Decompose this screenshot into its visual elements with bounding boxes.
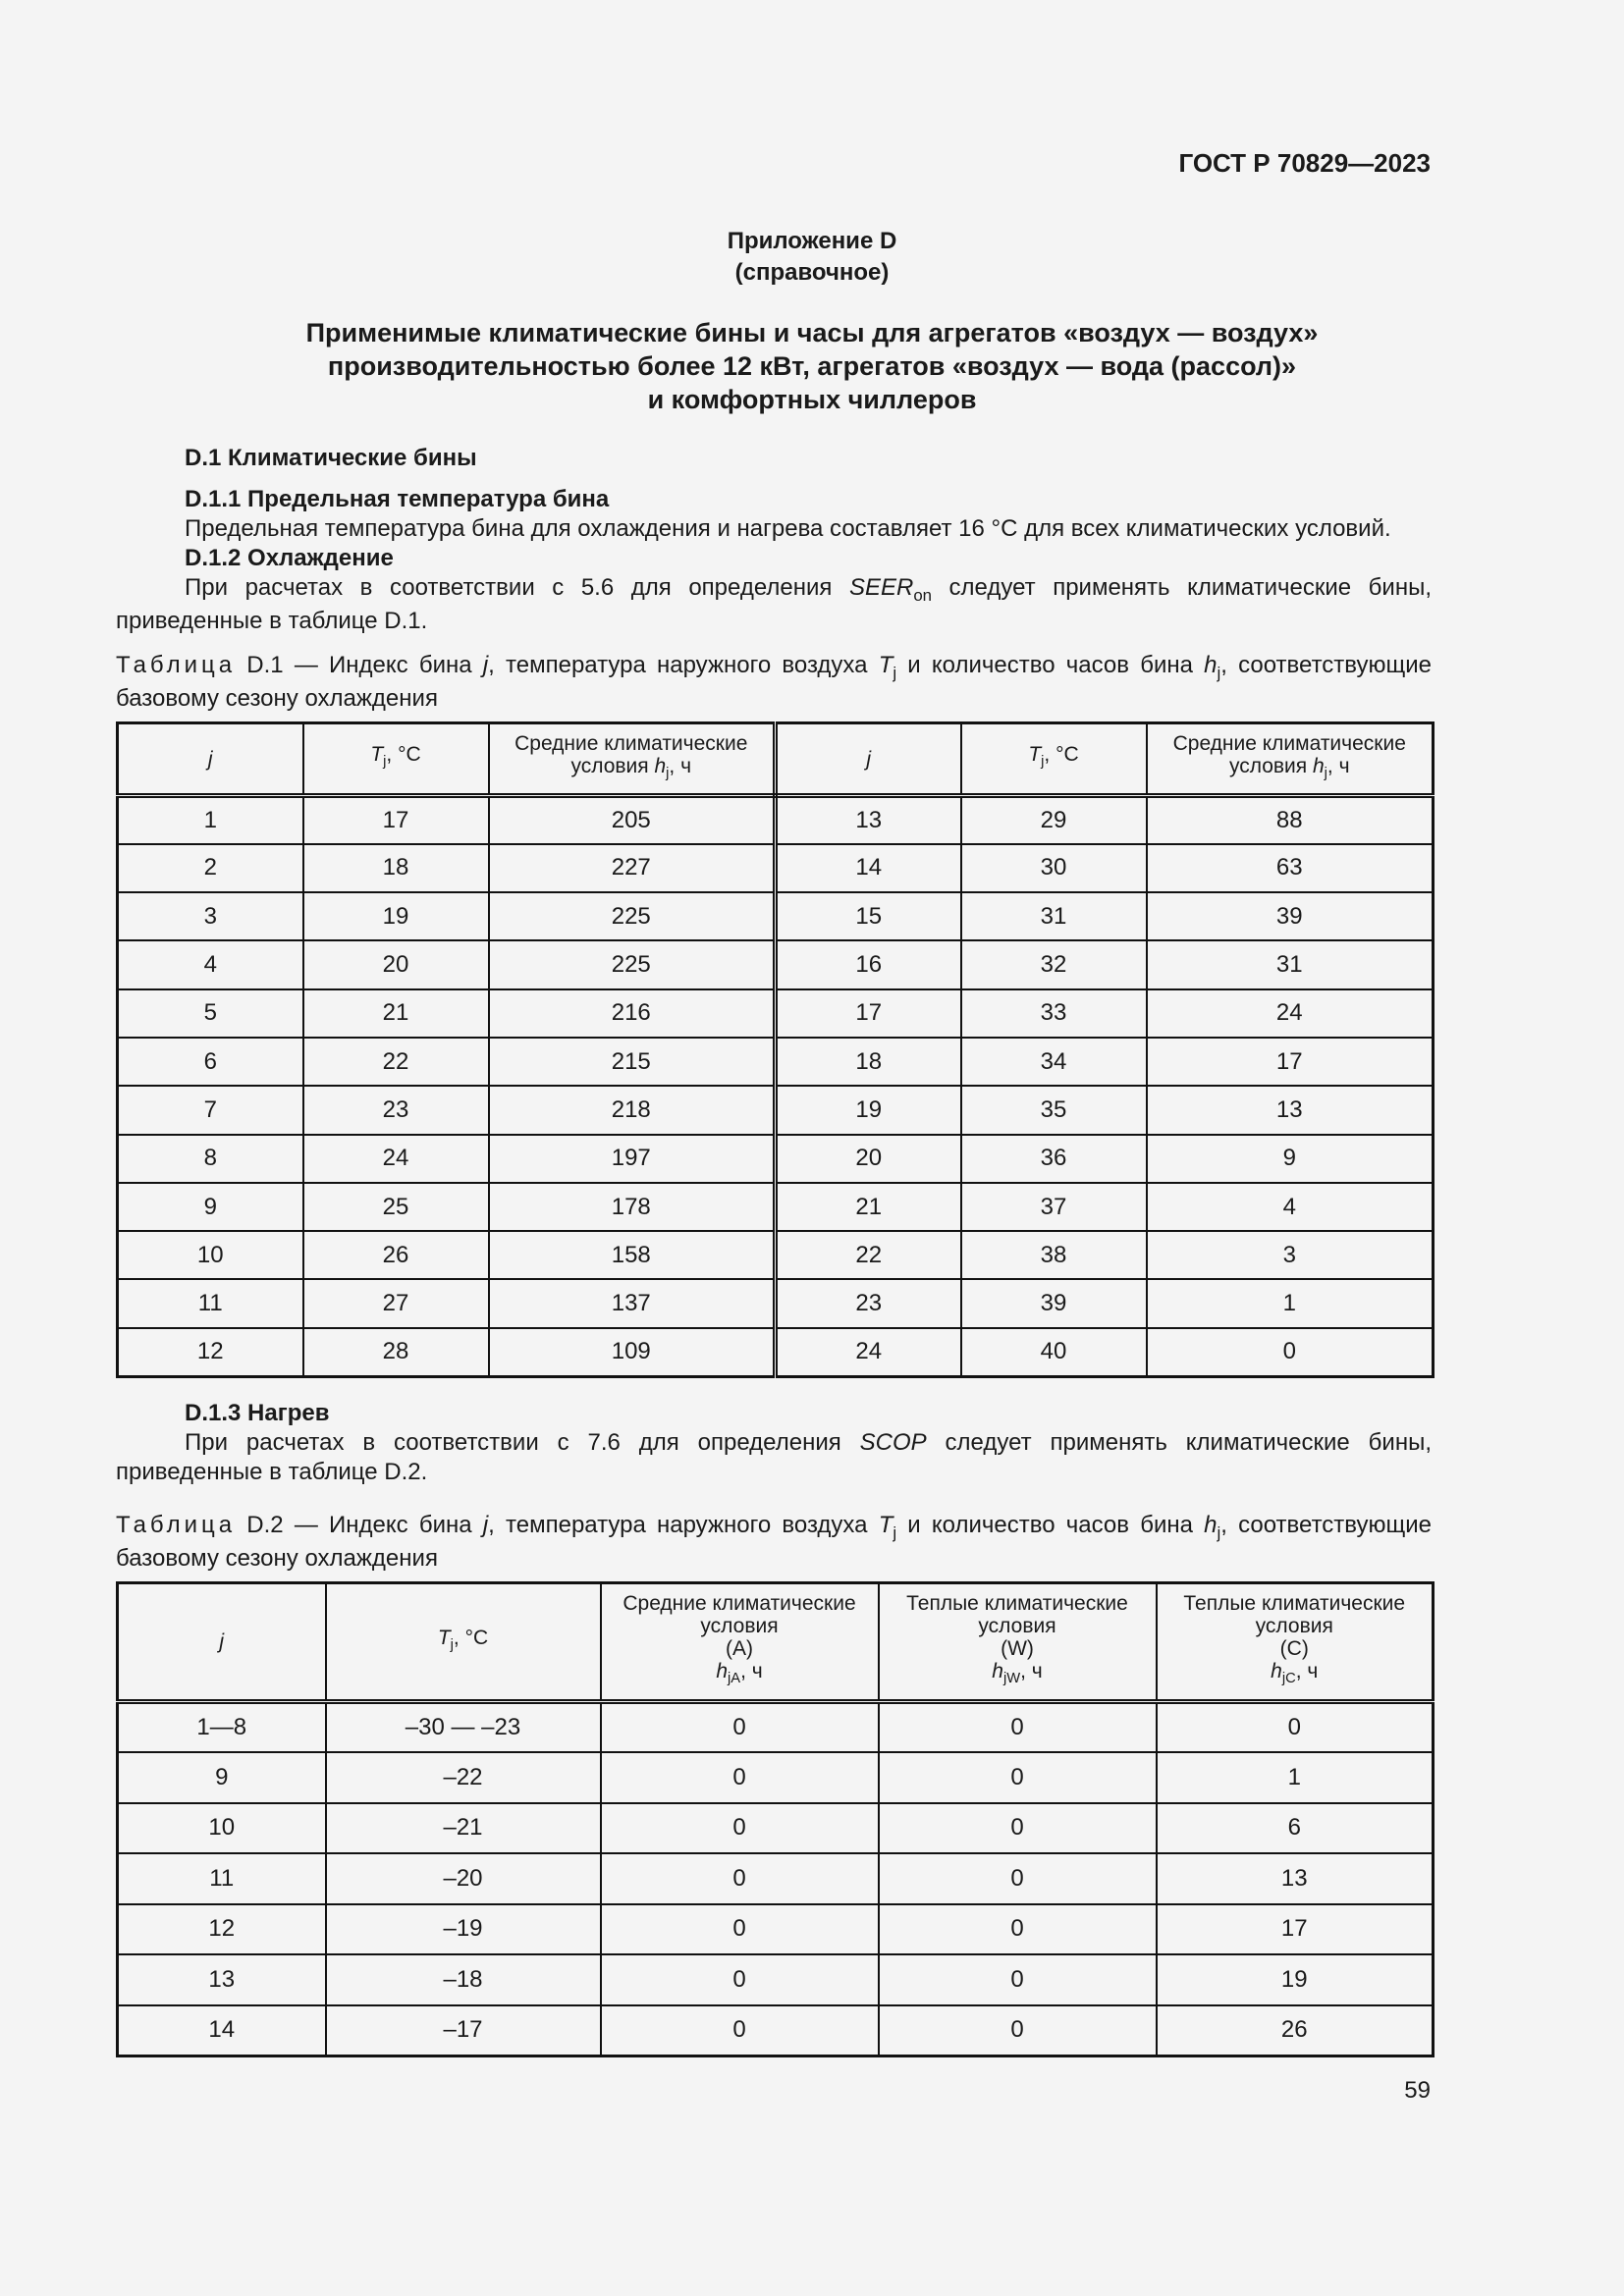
paragraph-text: следует применять климатические бины, приведенные в таблице D.1. <box>116 574 1432 634</box>
table-cell: 215 <box>489 1038 776 1086</box>
appendix-title: Приложение D <box>727 228 897 254</box>
table-cell: 36 <box>961 1135 1147 1183</box>
table-cell: 17 <box>776 989 961 1038</box>
table-cell: 197 <box>489 1135 776 1183</box>
table-row <box>118 940 1434 988</box>
table-cell: 26 <box>1157 2005 1434 2056</box>
table-row <box>118 989 1434 1038</box>
table-cell: 18 <box>776 1038 961 1086</box>
main-title-line: и комфортных чиллеров <box>647 385 977 414</box>
scop-term: SCOP <box>859 1429 927 1456</box>
table-cell: 15 <box>776 892 961 940</box>
table-cell: 218 <box>489 1086 776 1134</box>
header-cell: Средние климатические условия (A) $h_{jA}$, ч <box>601 1583 879 1702</box>
table-row <box>118 1086 1434 1134</box>
table-d2 <box>116 1581 1435 2057</box>
table-cell: 17 <box>303 796 489 844</box>
table-cell: 31 <box>961 892 1147 940</box>
table-cell: 0 <box>879 1803 1157 1854</box>
table-cell: 0 <box>879 1853 1157 1904</box>
table-header-row <box>118 723 1434 796</box>
table-cell: 1 <box>1157 1752 1434 1803</box>
table-cell: 0 <box>879 1752 1157 1803</box>
table-cell: –20 <box>326 1853 601 1904</box>
table-cell: 19 <box>303 892 489 940</box>
table1-caption: Таблица D.1 — Индекс бина j, температура наружного воздуха $T_j$ и количество часов бина $h_j$, соответствующие базовому сезону охлаждения <box>116 652 1433 712</box>
table-cell: 23 <box>776 1279 961 1327</box>
header-cell: Теплые климатические условия (C) $h_{jC}$, ч <box>1157 1583 1434 1702</box>
table-cell: 0 <box>601 1702 879 1753</box>
header-cell: $T_j$, °C <box>326 1583 601 1702</box>
table-row <box>118 1279 1434 1327</box>
table-cell: 20 <box>776 1135 961 1183</box>
header-cell: Средние климатические условия $h_j$, ч <box>1147 723 1434 796</box>
table-cell: –30 — –23 <box>326 1702 601 1753</box>
table-cell: 39 <box>961 1279 1147 1327</box>
table-row <box>118 1038 1434 1086</box>
table-cell: 4 <box>118 940 303 988</box>
caption-text: D.2 — Индекс бина <box>236 1512 483 1538</box>
table-cell: 0 <box>601 1904 879 1955</box>
table-cell: 0 <box>1147 1328 1434 1376</box>
table-cell: 13 <box>1157 1853 1434 1904</box>
table-cell: 137 <box>489 1279 776 1327</box>
table-cell: 158 <box>489 1231 776 1279</box>
seer-subscript: on <box>913 585 932 605</box>
table-cell: 24 <box>1147 989 1434 1038</box>
table-cell: 7 <box>118 1086 303 1134</box>
subsection-heading: D.1.2 Охлаждение <box>185 545 394 571</box>
table-row <box>118 796 1434 844</box>
table-cell: 10 <box>118 1803 326 1854</box>
subsection-heading: D.1.1 Предельная температура бина <box>185 486 610 512</box>
caption-label: Таблица <box>116 652 237 678</box>
table-cell: 88 <box>1147 796 1434 844</box>
table-cell: 21 <box>776 1183 961 1231</box>
document-id: ГОСТ Р 70829—2023 <box>1178 148 1431 178</box>
table-cell: 205 <box>489 796 776 844</box>
header-cell: $T_j$, °C <box>303 723 489 796</box>
table-cell: 0 <box>601 1853 879 1904</box>
table-header-row <box>118 1583 1434 1702</box>
table-cell: –17 <box>326 2005 601 2056</box>
table-cell: 33 <box>961 989 1147 1038</box>
table-row <box>118 1954 1434 2005</box>
table2-caption: Таблица D.2 — Индекс бина j, температура наружного воздуха $T_j$ и количество часов бина $h_j$, соответствующие базовому сезону охлаждения <box>116 1512 1433 1572</box>
table-cell: 30 <box>961 844 1147 892</box>
table-row <box>118 1231 1434 1279</box>
table-cell: 27 <box>303 1279 489 1327</box>
table-row <box>118 1135 1434 1183</box>
main-title <box>157 316 1467 416</box>
table-cell: 0 <box>879 2005 1157 2056</box>
table-cell: 31 <box>1147 940 1434 988</box>
table-cell: 22 <box>776 1231 961 1279</box>
table-cell: 0 <box>601 1803 879 1854</box>
table-cell: 1—8 <box>118 1702 326 1753</box>
table-cell: 1 <box>1147 1279 1434 1327</box>
caption-text: , соответствующие базовому сезону охлаждения <box>116 1512 1433 1572</box>
table-cell: 8 <box>118 1135 303 1183</box>
section-d13 <box>116 1399 1432 1487</box>
table-cell: 22 <box>303 1038 489 1086</box>
table-row <box>118 1803 1434 1854</box>
table-cell: 0 <box>601 1954 879 2005</box>
table-cell: 17 <box>1147 1038 1434 1086</box>
table-cell: 0 <box>1157 1702 1434 1753</box>
paragraph-text: При расчетах в соответствии с 5.6 для определения <box>185 574 849 601</box>
table-cell: 227 <box>489 844 776 892</box>
header-cell: Теплые климатические условия (W) $h_{jW}$, ч <box>879 1583 1157 1702</box>
table-cell: 109 <box>489 1328 776 1376</box>
page-number: 59 <box>1404 2077 1431 2104</box>
paragraph-text: При расчетах в соответствии с 7.6 для определения <box>185 1429 860 1456</box>
table-cell: 6 <box>1157 1803 1434 1854</box>
paragraph <box>116 573 1432 636</box>
table-row <box>118 1853 1434 1904</box>
table-cell: 12 <box>118 1904 326 1955</box>
table-cell: 25 <box>303 1183 489 1231</box>
table-cell: 13 <box>776 796 961 844</box>
paragraph-text: следует применять климатические бины, приведенные в таблице D.2. <box>116 1429 1433 1485</box>
main-title-line: производительностью более 12 кВт, агрегатов «воздух — вода (рассол)» <box>327 351 1297 381</box>
table-row <box>118 1183 1434 1231</box>
table-cell: 0 <box>879 1904 1157 1955</box>
table-cell: 3 <box>1147 1231 1434 1279</box>
table-row <box>118 1702 1434 1753</box>
section-d1 <box>116 444 1432 636</box>
table-cell: 23 <box>303 1086 489 1134</box>
table-cell: 12 <box>118 1328 303 1376</box>
table-cell: 18 <box>303 844 489 892</box>
header-cell: j <box>118 723 303 796</box>
table-cell: 24 <box>776 1328 961 1376</box>
table-cell: 34 <box>961 1038 1147 1086</box>
table-cell: 3 <box>118 892 303 940</box>
caption-label: Таблица <box>116 1512 237 1538</box>
table-cell: 13 <box>1147 1086 1434 1134</box>
table-cell: 14 <box>776 844 961 892</box>
table-cell: 39 <box>1147 892 1434 940</box>
table-cell: 13 <box>118 1954 326 2005</box>
table-cell: 11 <box>118 1853 326 1904</box>
table-cell: 0 <box>879 1702 1157 1753</box>
subsection-heading: D.1.3 Нагрев <box>185 1400 330 1426</box>
paragraph: Предельная температура бина для охлаждения и нагрева составляет 16 °С для всех климатических условий. <box>185 515 1391 542</box>
table-cell: 5 <box>118 989 303 1038</box>
table-cell: –18 <box>326 1954 601 2005</box>
table-cell: 2 <box>118 844 303 892</box>
table-row <box>118 1752 1434 1803</box>
table-cell: 63 <box>1147 844 1434 892</box>
table-cell: –21 <box>326 1803 601 1854</box>
table-cell: 0 <box>601 2005 879 2056</box>
table-cell: 9 <box>118 1183 303 1231</box>
table-row <box>118 1904 1434 1955</box>
table-cell: 4 <box>1147 1183 1434 1231</box>
table-cell: 21 <box>303 989 489 1038</box>
table-cell: 38 <box>961 1231 1147 1279</box>
table-cell: 29 <box>961 796 1147 844</box>
table-cell: 20 <box>303 940 489 988</box>
table-row <box>118 892 1434 940</box>
appendix-subtitle: (справочное) <box>734 259 890 286</box>
table-cell: 26 <box>303 1231 489 1279</box>
table-cell: 6 <box>118 1038 303 1086</box>
table-cell: 1 <box>118 796 303 844</box>
table-cell: –22 <box>326 1752 601 1803</box>
table-cell: 40 <box>961 1328 1147 1376</box>
table-cell: 17 <box>1157 1904 1434 1955</box>
seer-term: SEER <box>848 574 914 601</box>
table-cell: 19 <box>1157 1954 1434 2005</box>
paragraph <box>116 1428 1432 1487</box>
table-cell: 14 <box>118 2005 326 2056</box>
table-row <box>118 844 1434 892</box>
caption-text: D.1 — Индекс бина <box>236 652 483 678</box>
section-heading: D.1 Климатические бины <box>185 445 477 471</box>
table-cell: 37 <box>961 1183 1147 1231</box>
table-row <box>118 2005 1434 2056</box>
table-row <box>118 1328 1434 1376</box>
table-cell: 9 <box>118 1752 326 1803</box>
table-cell: 225 <box>489 892 776 940</box>
table-cell: 11 <box>118 1279 303 1327</box>
table-cell: 16 <box>776 940 961 988</box>
table-cell: 28 <box>303 1328 489 1376</box>
table-d1 <box>116 721 1435 1378</box>
table-cell: 32 <box>961 940 1147 988</box>
table-cell: 225 <box>489 940 776 988</box>
table-cell: 178 <box>489 1183 776 1231</box>
table-cell: 10 <box>118 1231 303 1279</box>
header-cell: $T_j$, °C <box>961 723 1147 796</box>
caption-text: , соответствующие базовому сезону охлаждения <box>116 652 1433 712</box>
table-cell: 9 <box>1147 1135 1434 1183</box>
table-cell: –19 <box>326 1904 601 1955</box>
table-cell: 19 <box>776 1086 961 1134</box>
appendix-heading <box>0 226 1624 289</box>
table-cell: 216 <box>489 989 776 1038</box>
header-cell: j <box>118 1583 326 1702</box>
table-cell: 0 <box>879 1954 1157 2005</box>
header-cell: Средние климатические условия $h_j$, ч <box>489 723 776 796</box>
main-title-line: Применимые климатические бины и часы для агрегатов «воздух — воздух» <box>305 318 1319 347</box>
table-cell: 0 <box>601 1752 879 1803</box>
header-cell: j <box>776 723 961 796</box>
table-cell: 24 <box>303 1135 489 1183</box>
table-cell: 35 <box>961 1086 1147 1134</box>
